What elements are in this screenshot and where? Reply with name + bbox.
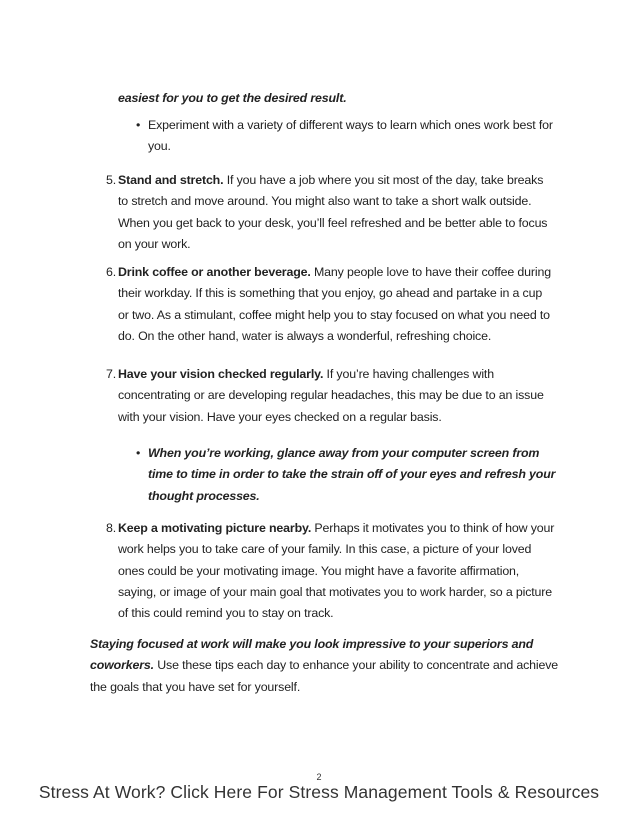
list-item-7 bbox=[106, 364, 556, 428]
list-item-6 bbox=[106, 262, 556, 347]
list-item-number: 5. bbox=[106, 173, 117, 187]
bullet-experiment bbox=[136, 115, 568, 158]
list-item-5 bbox=[106, 170, 556, 255]
bullet-eye-strain bbox=[136, 443, 558, 507]
intro-continuation-text: easiest for you to get the desired result. bbox=[118, 91, 347, 105]
closing-emphasis: Staying focused at work will make you look impressive to your superiors and coworkers. bbox=[90, 637, 534, 673]
list-item-number: 8. bbox=[106, 521, 117, 535]
list-item-text: Many people love to have their coffee during their workday. If this is something that you enjoy, go ahead and partake in a cup or two. As a stimulant, coffee might help you to stay focused on what you need to do. On the other hand, water is always a wonderful, refreshing choice. bbox=[118, 265, 551, 343]
list-item-heading: Keep a motivating picture nearby. bbox=[118, 521, 312, 535]
list-item-heading: Drink coffee or another beverage. bbox=[118, 265, 311, 279]
list-item-8 bbox=[106, 518, 556, 624]
closing-paragraph bbox=[90, 634, 560, 698]
list-item-heading: Stand and stretch. bbox=[118, 173, 224, 187]
page-number: 2 bbox=[316, 772, 322, 782]
list-item-number: 6. bbox=[106, 265, 117, 279]
bullet-eye-strain-text: When you’re working, glance away from your computer screen from time to time in order to take the strain off of your eyes and refresh your thought processes. bbox=[148, 446, 556, 503]
list-item-heading: Have your vision checked regularly. bbox=[118, 367, 324, 381]
bullet-symbol: • bbox=[136, 446, 141, 460]
bullet-symbol: • bbox=[136, 118, 141, 132]
footer-resources-link[interactable]: Stress At Work? Click Here For Stress Management Tools & Resources bbox=[38, 782, 600, 802]
list-item-text: If you have a job where you sit most of the day, take breaks to stretch and move around. You might also want to take a short walk outside. When you get back to your desk, you’ll feel refreshed and be better able to focus on your work. bbox=[118, 173, 548, 251]
bullet-experiment-text: Experiment with a variety of different ways to learn which ones work best for you. bbox=[148, 118, 553, 154]
list-item-text: Perhaps it motivates you to think of how your work helps you to take care of your family. In this case, a picture of your loved ones could be your motivating image. You might have a favorite affirmation, saying, or image of your main goal that motivates you to work harder, so a picture of this could remind you to stay on track. bbox=[118, 521, 555, 621]
list-item-text: If you’re having challenges with concentrating or are developing regular headaches, this may be due to an issue with your vision. Have your eyes checked on a regular basis. bbox=[118, 367, 544, 424]
closing-text: Use these tips each day to enhance your ability to concentrate and achieve the goals that you have set for yourself. bbox=[90, 658, 559, 694]
list-item-number: 7. bbox=[106, 367, 117, 381]
